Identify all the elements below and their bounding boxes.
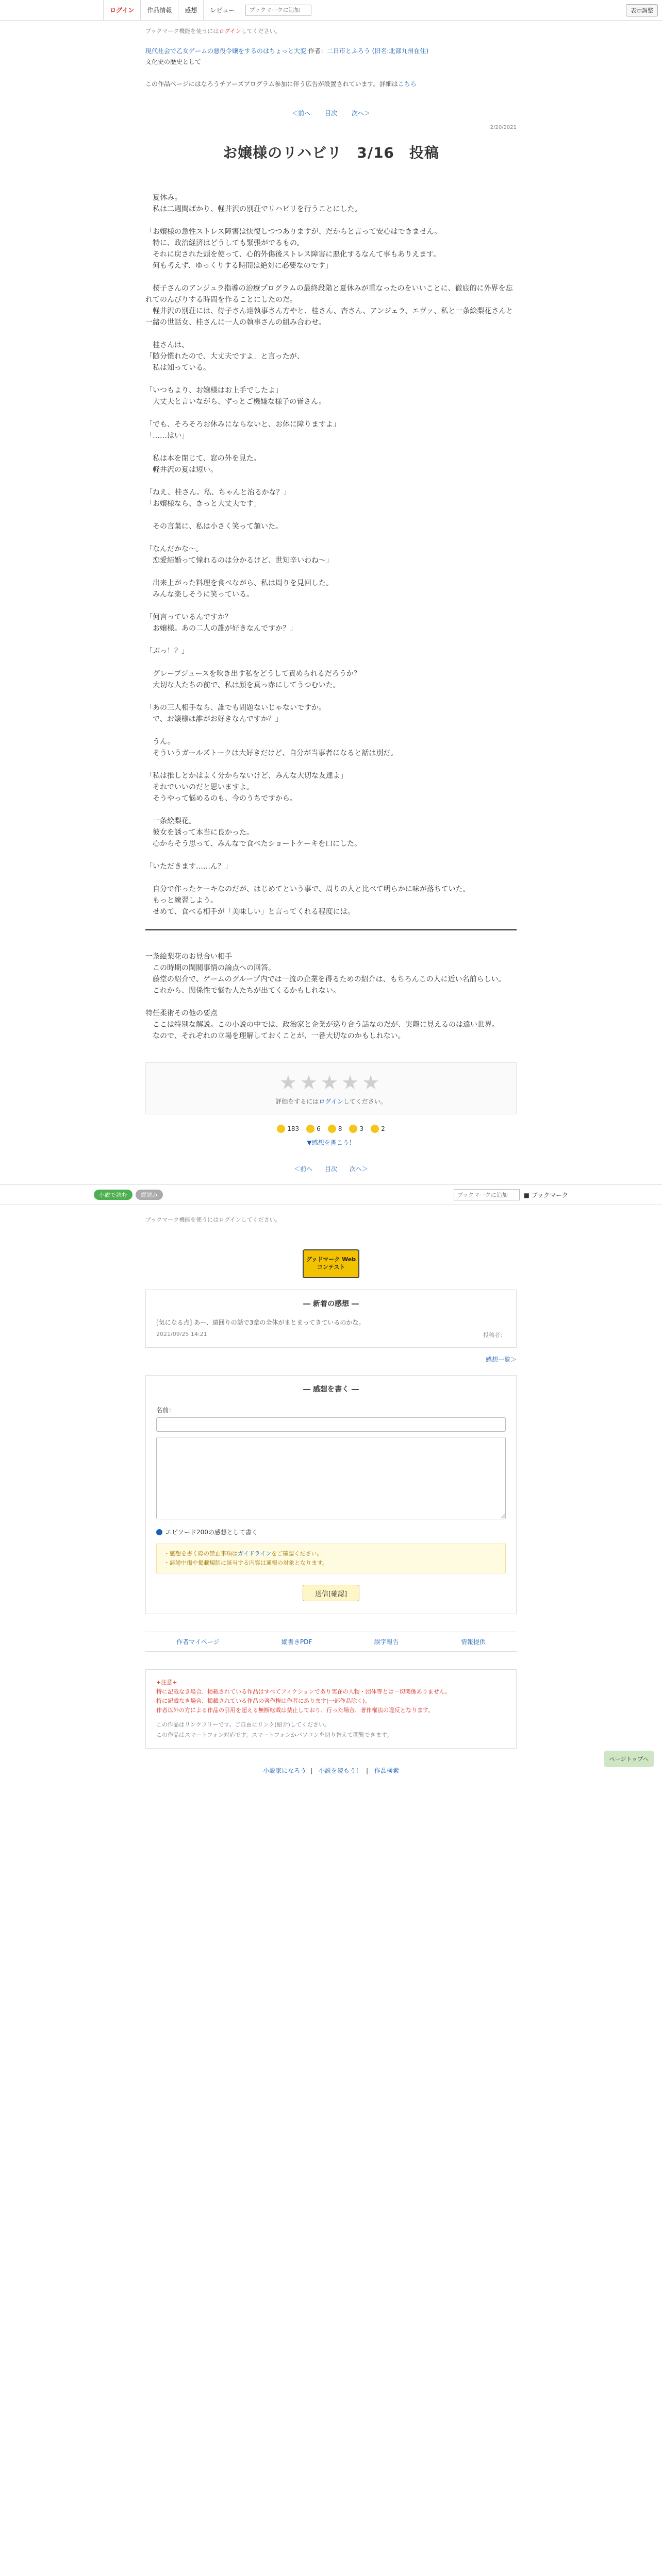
reaction-button[interactable]: 183 (277, 1125, 299, 1133)
series-title: 現代社会で乙女ゲームの悪役令嬢をするのはちょっと大変 作者：二日市とふろう (旧名:北部九州在住) (145, 47, 429, 55)
login-link[interactable]: ログイン (104, 0, 141, 21)
body-paragraph: 「ぶっ！？」 (145, 647, 189, 655)
impression-date: 2021/09/25 14:21 (156, 1331, 207, 1337)
rating-box (145, 1062, 517, 1114)
login-notice: ブックマーク機能を使うにはログインしてください。 (145, 28, 281, 35)
laugh-icon (371, 1125, 379, 1133)
body-paragraph: グレープジュースを吹き出す私をどうして責められるだろうか？ 大切な人たちの前で、私は顔を真っ赤にしてうつむいた。 (152, 670, 361, 689)
vertical-pdf-link[interactable]: 縦書きPDF (281, 1638, 312, 1646)
index-link[interactable]: 目次 (324, 1165, 337, 1173)
impression-meta (156, 1331, 506, 1339)
read-novel-tag[interactable]: 小説で読む (94, 1190, 133, 1200)
tab-work-info[interactable]: 作品情報 (141, 0, 178, 21)
cry-icon (349, 1125, 357, 1133)
top-bar (0, 0, 662, 21)
bookmark-add-input[interactable] (454, 1189, 520, 1200)
body-paragraph: 出来上がった料理を食べながら、私は周りを見回した。 みんな楽しそうに笑っている。 (152, 579, 333, 599)
typo-report-link[interactable]: 誤字報告 (374, 1638, 399, 1646)
series-title-link[interactable]: 現代社会で乙女ゲームの悪役令嬢をするのはちょっと大変 (145, 47, 307, 55)
impressions-list-link[interactable]: 感想一覧＞ (485, 1356, 517, 1363)
episode-title: お嬢様のリハビリ 3/16 投稿 (223, 144, 439, 161)
prev-link[interactable]: ＜前へ (294, 1165, 313, 1173)
notice-heading: +注意+ (156, 1679, 177, 1686)
body-paragraph: 「お嬢様の急性ストレス障害は快復しつつありますが、だからと言って安心はできません。 特に、政治経済はどうしても緊張がでるもの。 それに戻された頭を使って、心的外傷後ストレス障害に悪化するなんて事もありえます。 何も考えず、ゆっくりする時間は絶対に必要なのです」 (145, 228, 442, 270)
reaction-button[interactable]: 6 (306, 1125, 321, 1133)
agree-icon (306, 1125, 315, 1133)
top-nav (103, 0, 241, 21)
name-label: 名前： (156, 1406, 175, 1414)
notice-line: この作品はスマートフォン対応です。スマートフォンかパソコンを切り替えて閲覧できます。 (156, 1732, 392, 1738)
prev-link[interactable]: ＜前へ (292, 110, 311, 117)
footer-content (145, 1215, 517, 1775)
impression-author: 投稿者： (483, 1332, 506, 1338)
site-footer: 小説家になろう | 小説を読もう！ | 作品検索 (263, 1767, 399, 1774)
series-subtitle: 文化史の歴史として (145, 58, 202, 65)
contest-banner[interactable]: グッドマーク Webコンテスト (303, 1249, 359, 1278)
ad-note: この作品ページにはなろうチアーズプログラム参加に伴う広告が設置されています。詳細はこちら (145, 80, 417, 88)
body-paragraph: 桜子さんのアンジュラ指導の治療プログラムの最終段階と夏休みが重なったのをいいことに、徹底的に外界を忘れてのんびりする時間を作ることにしたのだ。 軽井沢の別荘には、侍子さん達執事さん方やと、桂さん、杏さん、アンジェラ、エヴァ、私と一条絵梨花さんと一緒の世話女、桂さんに一人の執事さんの組み合わせ。 (145, 284, 514, 327)
site-link[interactable]: 小説家になろう (263, 1767, 307, 1774)
body-paragraph: 「私は推しとかはよく分からないけど、みんな大切な友達よ」 それでいいのだと思いますよ。 そうやって悩めるのも、今のうちですから。 (145, 772, 347, 803)
reaction-button[interactable]: 8 (328, 1125, 342, 1133)
notice-line: 特に記載なき場合、掲載されている作品の著作権は作者にあります(一部作品除く)。 (156, 1698, 371, 1704)
impression-form (145, 1375, 517, 1614)
footer-links (145, 1632, 517, 1652)
like-icon (277, 1125, 285, 1133)
guideline-link[interactable]: ガイドライン (238, 1550, 272, 1557)
author-mypage-link[interactable]: 作者マイページ (176, 1638, 220, 1646)
notice-line: この作品はリンクフリーです。ご自由にリンク(紹介)してください。 (156, 1721, 330, 1728)
afterword-paragraph: 一条絵梨花のお見合い相手 この時期の閨閥事情の論点への回答。 藤堂の紹介で、ゲームのグループ内では一流の企業を得るための紹介は、もちろんこの人に近い名前らしい。 これから、関係性で悩む人たちが出てくるかもしれない。 (145, 953, 506, 995)
recent-impressions-title: ― 新着の感想 ― (303, 1300, 359, 1308)
page-top-button[interactable]: ページトップへ (604, 1751, 654, 1767)
reaction-button[interactable]: 3 (349, 1125, 363, 1133)
rating-login-link[interactable]: ログイン (319, 1098, 343, 1105)
body-paragraph: 「なんだかな～。 恋愛結婚って憧れるのは分かるけど、世知辛いわね～」 (145, 545, 333, 565)
copyright-notice (145, 1669, 517, 1749)
tab-impressions[interactable]: 感想 (178, 0, 204, 21)
impression-text: [気になる点] あー、遠回りの話で3章の全体がまとまってきているのかな。 (156, 1319, 365, 1326)
afterword-paragraph: 特任柔術その他の要点 ここは特別な解説。この小説の中では、政治家と企業が巡り合う話なのだが、実際に見えるのは遠い世界。 なので、それぞれの立場を理解しておくことが、一番大切なのかもしれない。 (145, 1009, 499, 1040)
reaction-bar (145, 1125, 517, 1133)
notice-line: 作者以外の方による作品の引用を超える無断転載は禁止しており、行った場合、著作権法の違反となります。 (156, 1707, 434, 1714)
pager-top (145, 109, 517, 117)
body-paragraph: 一条絵梨花。 彼女を誘って本当に良かった。 心からそう思って、みんなで食べたショートケーキを口にした。 (152, 817, 362, 848)
star-rating[interactable]: ★★★★★ (279, 1071, 383, 1094)
bookmark-button[interactable]: ■ ブックマーク (523, 1191, 568, 1199)
afterword-divider (145, 929, 517, 930)
body-paragraph: 桂さんは、 「随分慣れたので、大丈夫ですよ」と言ったが、 私は知っている。 (145, 341, 304, 372)
body-paragraph: 「あの三人相手なら、誰でも問題ないじゃないですか。 で、お嬢様は誰がお好きなんですか？」 (145, 704, 326, 723)
afterword (145, 951, 517, 1042)
submit-button[interactable]: 送信[確認] (303, 1585, 359, 1601)
publish-date: 2/20/2021 (490, 125, 517, 130)
body-paragraph: 「ねえ、桂さん。私、ちゃんと治るかな？」 「お嬢様なら、きっと大丈夫です」 (145, 488, 291, 508)
vertical-read-tag[interactable]: 縦読み (136, 1190, 163, 1200)
notice-line: 特に記載なき場合、掲載されている作品はすべてフィクションであり実在の人物・団体等とは一切関係ありません。 (156, 1688, 451, 1695)
rating-note: 評価をするにはログインしてください。 (275, 1098, 387, 1105)
display-settings-button[interactable]: 表示調整 (626, 4, 658, 16)
reaction-button[interactable]: 2 (371, 1125, 385, 1133)
body-paragraph: 「何言っているんですか？ お嬢様。あの二人の誰が好きなんですか？」 (145, 613, 297, 633)
episode-checkbox-row[interactable] (156, 1528, 506, 1536)
impression-warning: ・感想を書く際の禁止事項はガイドラインをご確認ください。 ・誹謗中傷や掲載規制に該当する内容は通報の対象となります。 (156, 1544, 506, 1573)
next-link[interactable]: 次へ＞ (349, 1165, 368, 1173)
body-paragraph: その言葉に、私は小さく笑って頷いた。 (145, 522, 283, 531)
body-paragraph: 自分で作ったケーキなのだが、はじめてという事で、周りの人と比べて明らかに味が落ちていた。 もっと練習しよう。 せめて、食べる相手が「美味しい」と言ってくれる程度には。 (152, 885, 470, 916)
recent-impressions-box (145, 1290, 517, 1348)
warning-line: ・誹謗中傷や掲載規制に該当する内容は通報の対象となります。 (164, 1560, 328, 1566)
ad-note-link[interactable]: こちら (398, 80, 417, 88)
episode-body (145, 192, 517, 918)
login-notice-link[interactable]: ログイン (219, 28, 241, 35)
bookmark-add-input[interactable] (245, 5, 311, 16)
radio-icon[interactable] (156, 1529, 162, 1535)
info-link[interactable]: 情報提供 (460, 1638, 486, 1646)
write-impression-link[interactable]: ▼感想を書こう！ (307, 1139, 355, 1146)
index-link[interactable]: 目次 (324, 110, 337, 117)
main-content (145, 27, 517, 1173)
body-paragraph: 「でも、そろそろお休みにならないと、お体に障りますよ」 「……はい」 (145, 420, 340, 440)
body-paragraph: 「いつもより、お嬢様はお上手でしたよ」 大丈夫と言いながら、ずっとご機嫌な様子の皆さん。 (145, 386, 326, 406)
body-paragraph: うん。 そういうガールズトークは大好きだけど、自分が当事者になると話は別だ。 (152, 738, 398, 757)
body-paragraph: 「いただきます……ん？」 (145, 862, 232, 871)
author-link[interactable]: 二日市とふろう (旧名:北部九州在住) (326, 47, 429, 55)
tab-reviews[interactable]: レビュー (204, 0, 241, 21)
pager-bottom (145, 1164, 517, 1173)
body-paragraph: 夏休み。 私は二週間ばかり、軽井沢の別荘でリハビリを行うことにした。 (152, 194, 362, 213)
site-link[interactable]: 小説を読もう！ (318, 1767, 362, 1774)
impression-form-title: ― 感想を書く ― (303, 1385, 359, 1394)
bottom-bar (0, 1184, 662, 1205)
site-link[interactable]: 作品検索 (374, 1767, 399, 1774)
body-paragraph: 私は本を閉じて、窓の外を見た。 軽井沢の夏は短い。 (152, 454, 261, 474)
login-notice: ブックマーク機能を使うにはログインしてください。 (145, 1216, 281, 1223)
impression-textarea[interactable] (156, 1437, 506, 1519)
name-field[interactable] (156, 1417, 506, 1432)
next-link[interactable]: 次へ＞ (351, 110, 370, 117)
episode-checkbox-label: エピソード200の感想として書く (166, 1529, 258, 1536)
wow-icon (328, 1125, 336, 1133)
